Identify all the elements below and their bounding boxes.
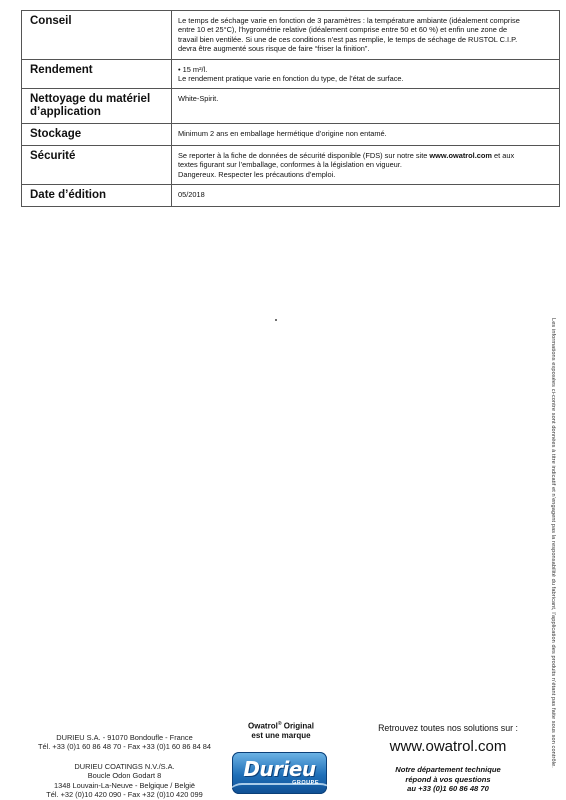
table-row [22, 184, 560, 206]
row-label: Stockage [22, 123, 172, 145]
row-label: Nettoyage du matériel d’application [22, 88, 172, 123]
table-row [22, 145, 560, 184]
text-line [178, 151, 553, 160]
table-row [22, 88, 560, 123]
row-label: Date d’édition [22, 184, 172, 206]
address-line: Tél. +33 (0)1 60 86 48 70 - Fax +33 (0)1 60 86 84 84 [38, 742, 211, 752]
brand-line [226, 720, 336, 731]
table-row [22, 123, 560, 145]
row-label: Conseil [22, 11, 172, 60]
row-label: Sécurité [22, 145, 172, 184]
text-line: 05/2018 [178, 189, 205, 199]
text-line: • 15 m²/l. [178, 65, 208, 74]
website-url[interactable]: www.owatrol.com [389, 738, 507, 755]
registered-mark: ® [277, 721, 282, 727]
brand-line: est une marque [251, 731, 311, 741]
text-line: White-Spirit. [178, 93, 219, 103]
row-value [172, 11, 560, 60]
brand-name: Owatrol [248, 721, 278, 731]
row-value [172, 88, 560, 123]
address-line: 1348 Louvain-La-Neuve - Belgique / België [54, 780, 195, 790]
row-value [172, 60, 560, 89]
scan-speck [275, 319, 277, 321]
contact-block [348, 723, 548, 794]
table-row [22, 60, 560, 89]
disclaimer-vertical: Les informations exposées ci-contre sont données à titre indicatif et n’engagent pas la responsabilité du fabricant, l’application des produits n’étant pas faite sous son contrôle. [550, 318, 556, 768]
text-line: Le rendement pratique varie en fonction du type, de l’état de surface. [178, 74, 404, 84]
text-line: Le temps de séchage varie en fonction de 3 paramètres : la température ambiante (idéalement comprise [178, 16, 520, 25]
address-line: DURIEU S.A. - 91070 Bondoufle - France [56, 733, 193, 742]
logo-subtitle: GROUPE [292, 780, 319, 786]
text-line: travail bien ventilée. Si une de ces conditions n’est pas remplie, le temps de séchage de RUSTOL C.I.P. [178, 34, 518, 44]
brand-statement [226, 720, 336, 741]
tech-phone: au +33 (0)1 60 86 48 70 [407, 784, 489, 793]
table-row [22, 11, 560, 60]
text-line: Minimum 2 ans en emballage hermétique d’origine non entamé. [178, 128, 387, 138]
durieu-logo [232, 752, 327, 794]
tech-dept-line: répond à vos questions [405, 774, 491, 784]
text-fragment: et aux [491, 150, 515, 160]
address-line: Boucle Odon Godart 8 [87, 771, 162, 781]
tech-dept-line: Notre département technique [395, 765, 501, 774]
row-value [172, 145, 560, 184]
address-line: DURIEU COATINGS N.V./S.A. [74, 761, 175, 771]
row-value [172, 123, 560, 145]
website-link[interactable]: www.owatrol.com [429, 150, 492, 160]
text-line: textes figurant sur l’emballage, conformes à la législation en vigueur. [178, 160, 402, 170]
text-line: entre 10 et 25°C), l’hygrométrie relative (idéalement comprise entre 50 et 60 %) et enfin une zone de [178, 25, 508, 35]
brand-suffix: Original [281, 721, 314, 731]
text-fragment: Se reporter à la fiche de données de sécurité disponible (FDS) sur notre site [178, 150, 430, 160]
row-label: Rendement [22, 60, 172, 89]
address-line: Tél. +32 (0)10 420 090 - Fax +32 (0)10 420 099 [46, 790, 203, 800]
spec-table [21, 10, 560, 207]
product-info-sheet [21, 10, 560, 207]
solutions-line: Retrouvez toutes nos solutions sur : [378, 723, 518, 733]
text-line: devra être augmenté sous risque de faire “friser la finition”. [178, 44, 370, 54]
row-value [172, 184, 560, 206]
company-addresses [22, 733, 227, 799]
logo-wordmark: Durieu [243, 757, 316, 781]
text-line: Dangereux. Respecter les précautions d’emploi. [178, 169, 336, 179]
footer [0, 715, 566, 800]
